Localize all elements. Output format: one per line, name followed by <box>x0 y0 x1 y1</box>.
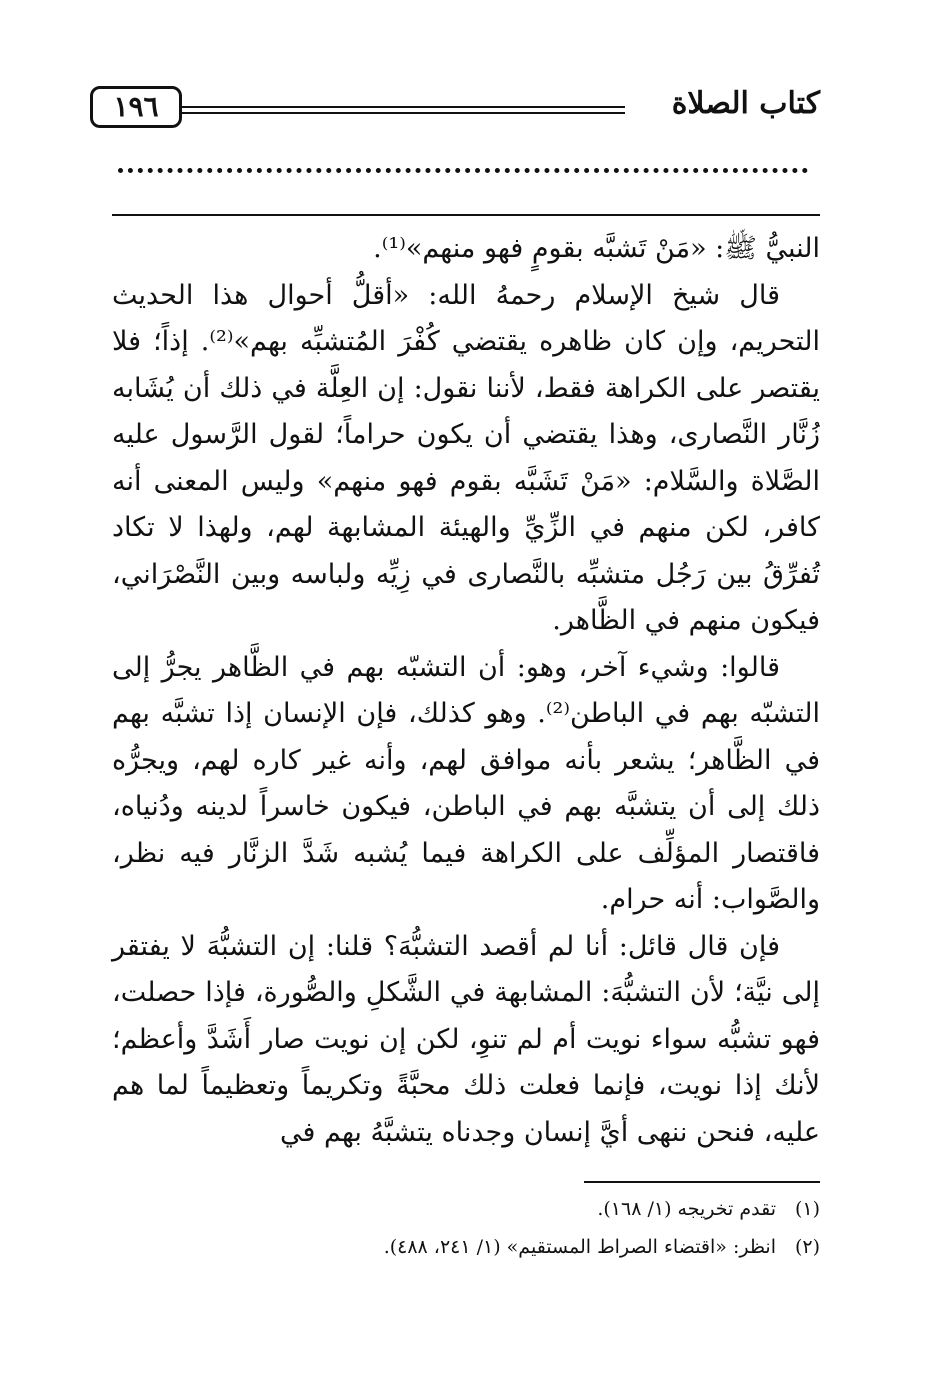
footnote-text: انظر: «اقتضاء الصراط المستقيم» (١/ ٢٤١، ٤٨٨). <box>383 1236 776 1258</box>
paragraph: قالوا: وشيء آخر، وهو: أن التشبّه بهم في الظَّاهر يجرُّ إلى التشبّه بهم في الباطن⁽²⁾. وهو كذلك، فإن الإنسان إذا تشبَّه بهم في الظَّاهر؛ يشعر بأنه موافق لهم، وأنه غير كاره لهم، ويجرُّه ذلك إلى أن يتشبَّه بهم في الباطن، فيكون خاسراً لدينه ودُنياه، فاقتصار المؤلِّف على الكراهة فيما يُشبه شَدَّ الزنَّار فيه نظر، والصَّواب: أنه حرام. <box>112 651 820 915</box>
footnote-rule <box>584 1181 820 1183</box>
footnotes <box>112 1190 820 1266</box>
header-rule <box>182 106 625 108</box>
page-header <box>90 80 820 140</box>
dotted-divider <box>118 168 808 173</box>
header-separator <box>112 214 820 216</box>
footnote-item <box>112 1190 820 1228</box>
paragraph: فإن قال قائل: أنا لم أقصد التشبُّهَ؟ قلنا: إن التشبُّهَ لا يفتقر إلى نيَّة؛ لأن التشبُّهَ: المشابهة في الشَّكلِ والصُّورة، فإذا حصلت، فهو تشبُّه سواء نويت أم لم تنوِ، لكن إن نويت صار أَشَدَّ وأعظم؛ لأنك إذا نويت، فإنما فعلت ذلك محبَّةً وتكريماً وتعظيماً لما هم عليه، فنحن ننهى أيَّ إنسان وجدناه يتشبَّهُ بهم في <box>112 930 820 1148</box>
footnote-text: تقدم تخريجه (١/ ١٦٨). <box>597 1198 776 1220</box>
footnote-number: (٢) <box>794 1236 820 1258</box>
footnote-item <box>112 1228 820 1266</box>
paragraph: قال شيخ الإسلام رحمهُ الله: «أقلُّ أحوال هذا الحديث التحريم، وإن كان ظاهره يقتضي كُفْرَ المُتشبِّه بهم»⁽²⁾. إذاً؛ فلا يقتصر على الكراهة فقط، لأننا نقول: إن العِلَّة في ذلك أن يُشَابه زُنَّار النَّصارى، وهذا يقتضي أن يكون حراماً؛ لقول الرَّسول عليه الصَّلاة والسَّلام: «مَنْ تَشَبَّه بقوم فهو منهم» وليس المعنى أنه كافر، لكن منهم في الزِّيِّ والهيئة المشابهة لهم، ولهذا لا تكاد تُفرِّقُ بين رَجُل متشبِّه بالنَّصارى في زِيِّه ولباسه وبين النَّصْرَاني، فيكون منهم في الظَّاهر. <box>112 279 820 636</box>
book-title: كتاب الصلاة <box>671 86 820 121</box>
footnote-number: (١) <box>794 1198 820 1220</box>
paragraph: النبيُّ ﷺ: «مَنْ تَشبَّه بقومٍ فهو منهم»⁽¹⁾. <box>373 233 820 264</box>
main-text <box>112 226 820 1156</box>
page-number: ١٩٦ <box>90 86 182 128</box>
header-rule <box>182 112 625 114</box>
